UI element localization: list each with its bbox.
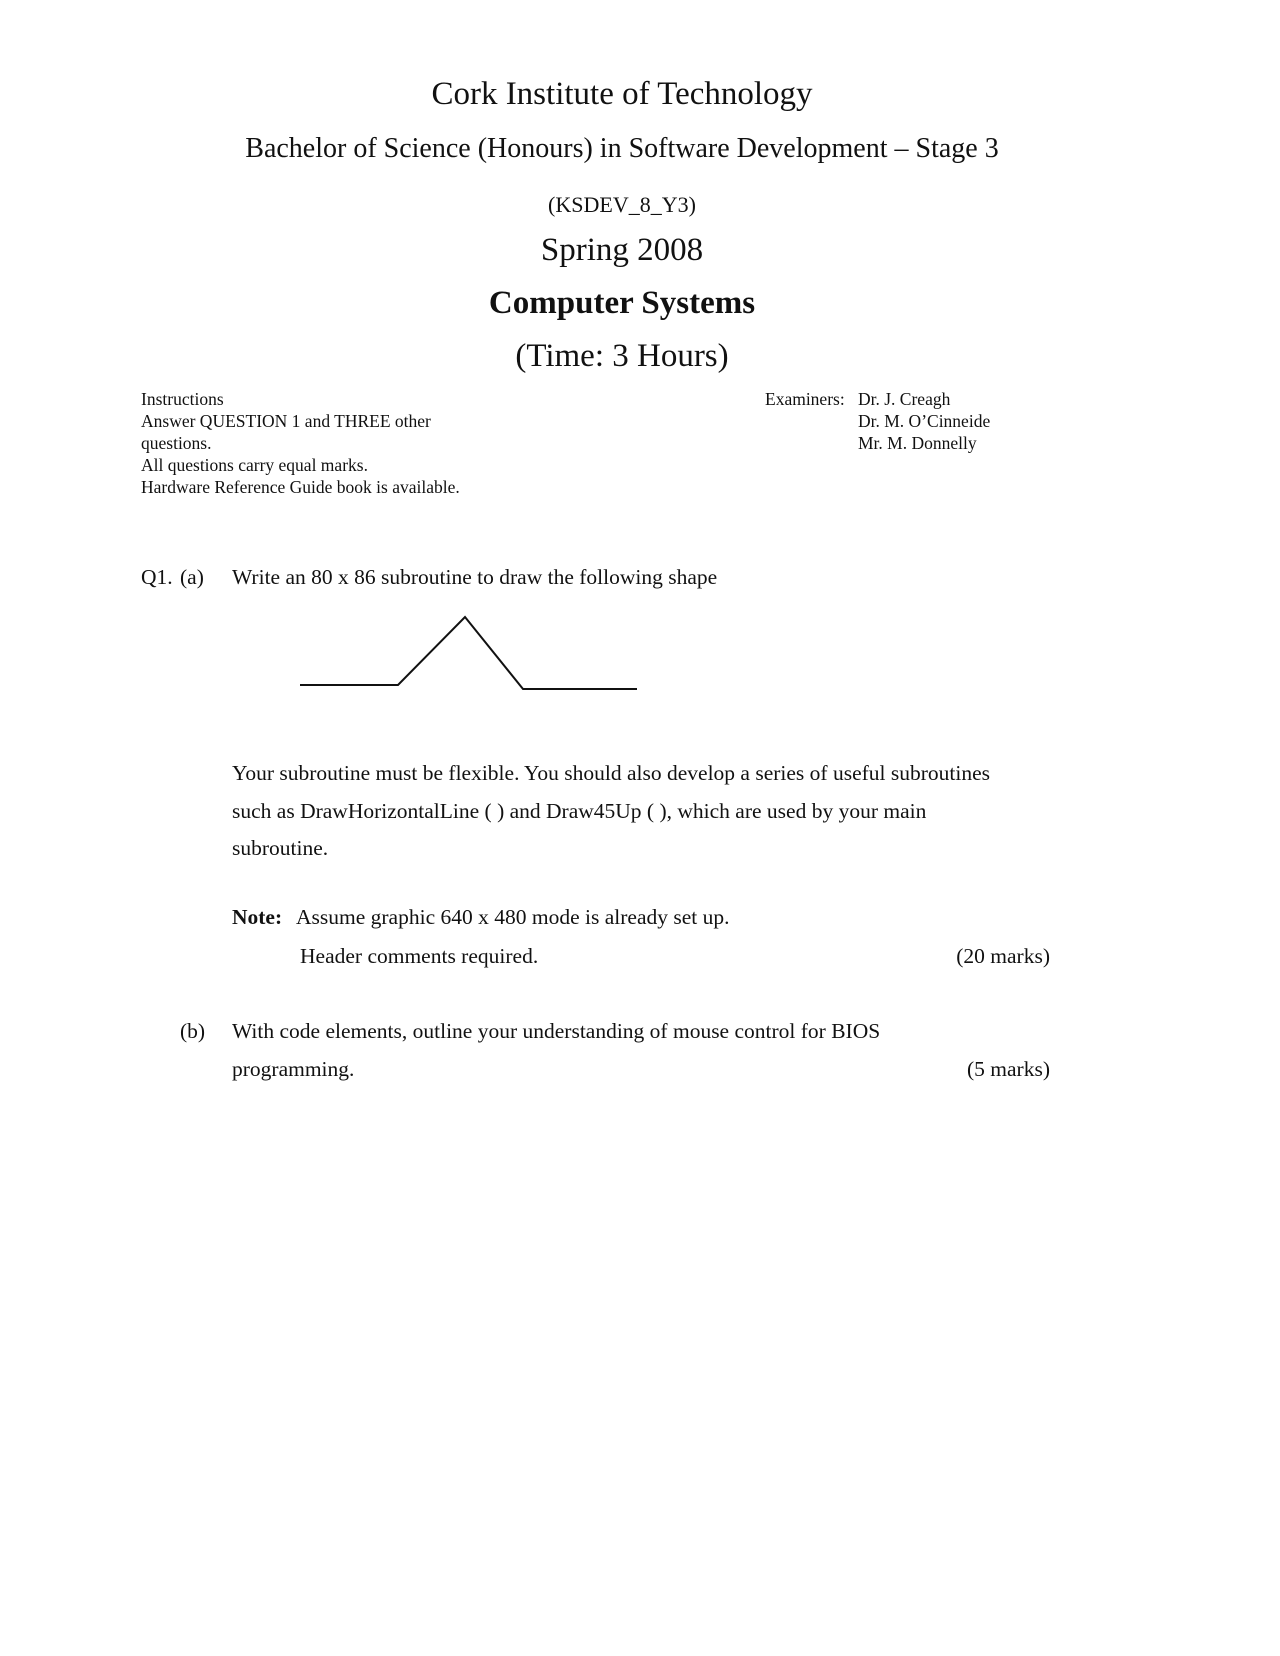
part-b-label: (b) [180,1019,206,1043]
body-line: subroutine. [232,836,329,860]
instruction-line: All questions carry equal marks. [141,455,368,475]
instruction-line: Answer QUESTION 1 and THREE other [141,411,431,431]
question-number: Q1. [141,565,173,589]
exam-duration: (Time: 3 Hours) [515,338,729,374]
examiner-name: Dr. J. Creagh [858,389,951,409]
part-a-label: (a) [180,565,204,589]
programme-title: Bachelor of Science (Honours) in Software Development – Stage 3 [245,133,999,164]
subject-title: Computer Systems [488,285,756,321]
part-a-body [232,755,990,868]
part-b-marks: (5 marks) [967,1057,1050,1081]
part-a-prompt: Write an 80 x 86 subroutine to draw the following shape [232,565,718,589]
examiners-label: Examiners: [765,389,845,409]
exam-session: Spring 2008 [540,232,704,268]
examiner-name: Dr. M. O’Cinneide [858,411,991,431]
part-a-marks: (20 marks) [956,944,1050,968]
body-line: such as DrawHorizontalLine ( ) and Draw45Up ( ), which are used by your main [232,798,927,823]
note-line: Header comments required. [300,944,539,968]
examiner-name: Mr. M. Donnelly [858,433,977,453]
note-label: Note: [232,905,283,929]
body-line: Your subroutine must be flexible. You should also develop a series of useful subroutines [232,761,991,785]
instructions-title: Instructions [141,389,224,409]
institution-title: Cork Institute of Technology [431,76,813,112]
course-code: (KSDEV_8_Y3) [548,192,696,217]
shape-diagram [0,0,1280,760]
part-b-line: programming. [232,1057,355,1081]
instruction-line: questions. [141,433,212,453]
instruction-line: Hardware Reference Guide book is available. [141,477,460,497]
part-b-line: With code elements, outline your understanding of mouse control for BIOS [232,1019,881,1043]
note-line: Assume graphic 640 x 480 mode is already set up. [296,905,730,929]
